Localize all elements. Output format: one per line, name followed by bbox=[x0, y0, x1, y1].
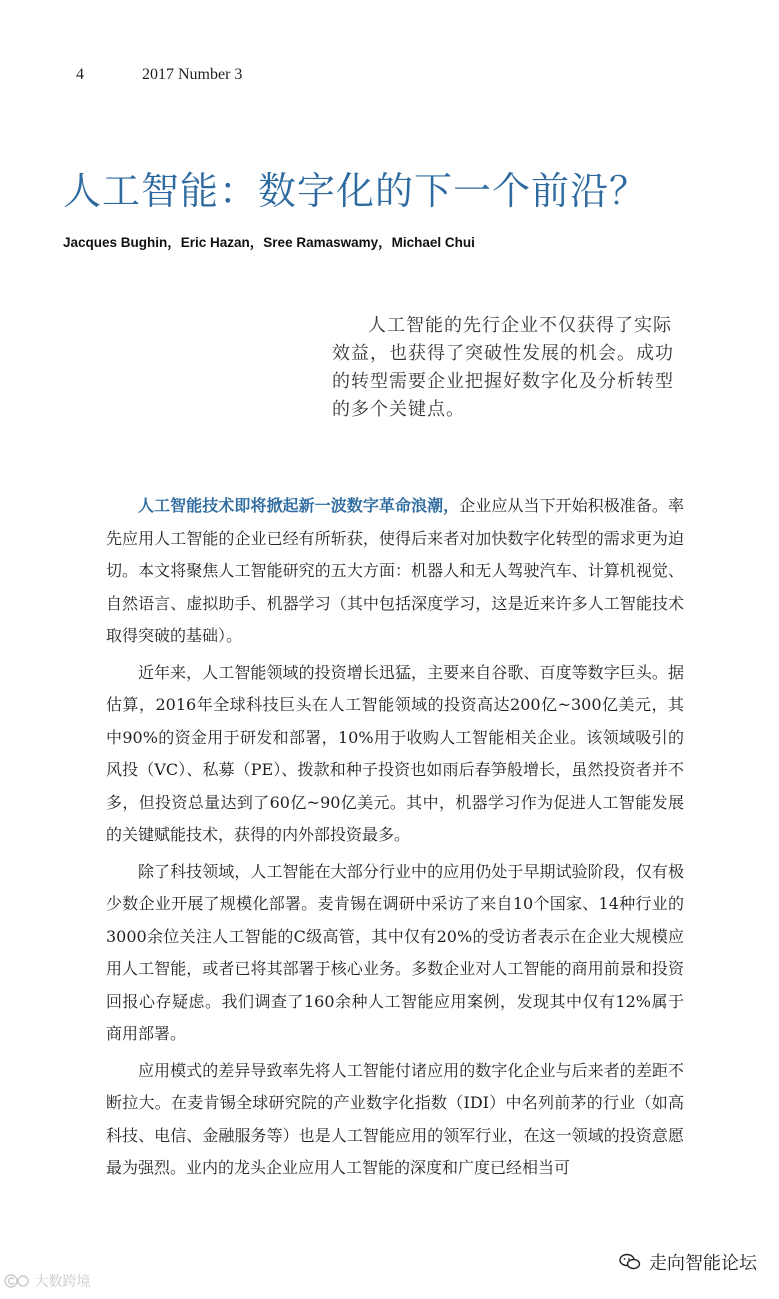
wechat-icon bbox=[619, 1253, 641, 1271]
body-paragraph-2: 近年来，人工智能领域的投资增长迅猛，主要来自谷歌、百度等数字巨头。据估算，2016年全球科技巨头在人工智能领域的投资高达200亿~300亿美元，其中90%的资金用于研发和部署，10%用于收购人工智能相关企业。该领域吸引的风投（VC）、私募（PE）、拨款和种子投资也如雨后春笋般增长，虽然投资者并不多，但投资总量达到了60亿~90亿美元。其中，机器学习作为促进人工智能发展的关键赋能技术，获得的内外部投资最多。 bbox=[106, 662, 684, 844]
author-list: Jacques Bughin，Eric Hazan，Sree Ramaswamy，Michael Chui bbox=[63, 235, 475, 250]
body-paragraph-1 bbox=[106, 490, 684, 653]
body-paragraph-4: 应用模式的差异导致率先将人工智能付诸应用的数字化企业与后来者的差距不断拉大。在麦肯锡全球研究院的产业数字化指数（IDI）中名列前茅的行业（如高科技、电信、金融服务等）也是人工智能应用的领军行业，在这一领域的投资意愿最为强烈。业内的龙头企业应用人工智能的深度和广度已经相当可 bbox=[106, 1060, 684, 1177]
abstract-summary: 人工智能的先行企业不仅获得了实际效益，也获得了突破性发展的机会。成功的转型需要企业把握好数字化及分析转型的多个关键点。 bbox=[332, 315, 674, 420]
watermark-left bbox=[4, 1271, 90, 1291]
issue-label: 2017 Number 3 bbox=[142, 66, 243, 83]
copyright-logo-icon bbox=[4, 1274, 30, 1288]
watermark-left-text: 大数跨境 bbox=[34, 1274, 91, 1290]
body-paragraph-3: 除了科技领域，人工智能在大部分行业中的应用仍处于早期试验阶段，仅有极少数企业开展了规模化部署。麦肯锡在调研中采访了来自10个国家、14种行业的3000余位关注人工智能的C级高管，其中仅有20%的受访者表示在企业大规模应用人工智能，或者已将其部署于核心业务。多数企业对人工智能的商用前景和投资回报心存疑虑。我们调查了160余种人工智能应用案例，发现其中仅有12%属于商用部署。 bbox=[106, 861, 684, 1043]
watermark-right bbox=[619, 1249, 757, 1275]
article-title: 人工智能：数字化的下一个前沿？ bbox=[63, 169, 649, 213]
watermark-right-text: 走向智能论坛 bbox=[649, 1253, 757, 1274]
lead-sentence: 人工智能技术即将掀起新一波数字革命浪潮， bbox=[138, 496, 460, 515]
running-header bbox=[76, 66, 242, 84]
paragraph-1-text: 企业应从当下开始积极准备。率先应用人工智能的企业已经有所斩获，使得后来者对加快数字化转型的需求更为迫切。本文将聚焦人工智能研究的五大方面：机器人和无人驾驶汽车、计算机视觉、自然语言、虚拟助手、机器学习（其中包括深度学习，这是近来许多人工智能技术取得突破的基础）。 bbox=[106, 496, 684, 645]
article-body bbox=[106, 490, 684, 1189]
page-number: 4 bbox=[76, 66, 84, 83]
